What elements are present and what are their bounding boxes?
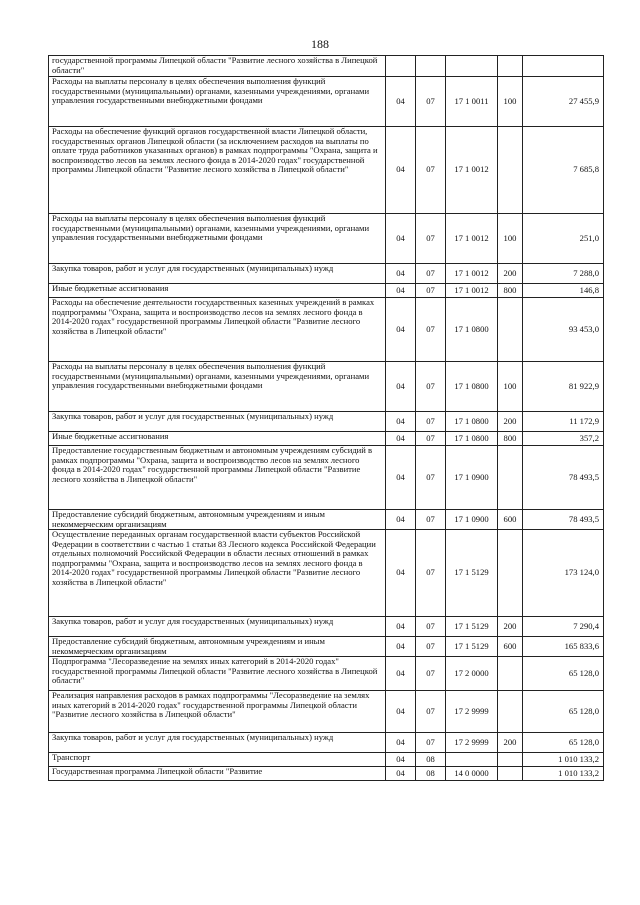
cell-subsection-code: 08	[416, 767, 446, 781]
table-row	[49, 733, 604, 753]
cell-target-article: 17 2 9999	[446, 733, 498, 753]
cell-subsection-code: 07	[416, 617, 446, 637]
cell-item-name: Предоставление субсидий бюджетным, автономным учреждениям и иным некоммерческим организациям	[49, 510, 386, 530]
cell-target-article: 14 0 0000	[446, 767, 498, 781]
table-row	[49, 56, 604, 77]
table-row	[49, 432, 604, 446]
cell-item-name: Иные бюджетные ассигнования	[49, 432, 386, 446]
cell-subsection-code: 07	[416, 691, 446, 733]
cell-target-article: 17 1 5129	[446, 637, 498, 657]
cell-target-article: 17 1 0800	[446, 432, 498, 446]
cell-target-article: 17 1 0800	[446, 362, 498, 412]
cell-item-name: Реализация направления расходов в рамках подпрограммы "Лесоразведение на землях иных категорий в 2014-2020 годах" государственной программы Липецкой области "Развитие лесного хозяйства в Липецкой области"	[49, 691, 386, 733]
table-row	[49, 510, 604, 530]
cell-subsection-code: 07	[416, 214, 446, 264]
cell-subsection-code: 07	[416, 432, 446, 446]
cell-amount: 65 128,0	[523, 691, 604, 733]
cell-expense-type	[498, 657, 523, 691]
cell-expense-type: 600	[498, 510, 523, 530]
cell-target-article: 17 1 0012	[446, 127, 498, 214]
cell-amount: 1 010 133,2	[523, 753, 604, 767]
cell-section-code: 04	[386, 767, 416, 781]
cell-target-article: 17 1 0800	[446, 298, 498, 362]
cell-item-name: государственной программы Липецкой области "Развитие лесного хозяйства в Липецкой области"	[49, 56, 386, 77]
cell-subsection-code	[416, 56, 446, 77]
cell-section-code: 04	[386, 446, 416, 510]
cell-target-article	[446, 56, 498, 77]
cell-section-code: 04	[386, 637, 416, 657]
cell-subsection-code: 07	[416, 264, 446, 284]
cell-subsection-code: 07	[416, 657, 446, 691]
cell-amount: 81 922,9	[523, 362, 604, 412]
cell-amount: 65 128,0	[523, 657, 604, 691]
cell-expense-type: 200	[498, 412, 523, 432]
cell-item-name: Закупка товаров, работ и услуг для государственных (муниципальных) нужд	[49, 412, 386, 432]
cell-target-article: 17 1 0900	[446, 446, 498, 510]
cell-expense-type: 100	[498, 214, 523, 264]
table-row	[49, 77, 604, 127]
cell-amount: 1 010 133,2	[523, 767, 604, 781]
cell-subsection-code: 08	[416, 753, 446, 767]
page-number: 188	[311, 37, 329, 51]
cell-section-code: 04	[386, 733, 416, 753]
cell-target-article: 17 2 9999	[446, 691, 498, 733]
cell-target-article: 17 2 0000	[446, 657, 498, 691]
cell-amount: 165 833,6	[523, 637, 604, 657]
table-body	[49, 56, 604, 781]
cell-expense-type	[498, 691, 523, 733]
table-row	[49, 767, 604, 781]
cell-section-code: 04	[386, 362, 416, 412]
cell-amount: 78 493,5	[523, 510, 604, 530]
cell-amount	[523, 56, 604, 77]
cell-target-article: 17 1 0012	[446, 264, 498, 284]
cell-subsection-code: 07	[416, 733, 446, 753]
cell-target-article	[446, 753, 498, 767]
cell-item-name: Закупка товаров, работ и услуг для государственных (муниципальных) нужд	[49, 733, 386, 753]
cell-section-code: 04	[386, 432, 416, 446]
cell-item-name: Расходы на выплаты персоналу в целях обеспечения выполнения функций государственными (муниципальными) органами, казенными учреждениями, органами управления государственными внебюджетными фондами	[49, 214, 386, 264]
cell-subsection-code: 07	[416, 284, 446, 298]
cell-item-name: Расходы на выплаты персоналу в целях обеспечения выполнения функций государственными (муниципальными) органами, казенными учреждениями, органами управления государственными внебюджетными фондами	[49, 362, 386, 412]
cell-expense-type: 800	[498, 432, 523, 446]
cell-section-code: 04	[386, 510, 416, 530]
cell-item-name: Расходы на выплаты персоналу в целях обеспечения выполнения функций государственными (муниципальными) органами, казенными учреждениями, органами управления государственными внебюджетными фондами	[49, 77, 386, 127]
table-row	[49, 657, 604, 691]
cell-subsection-code: 07	[416, 446, 446, 510]
cell-expense-type	[498, 127, 523, 214]
cell-section-code: 04	[386, 657, 416, 691]
cell-amount: 78 493,5	[523, 446, 604, 510]
cell-amount: 7 288,0	[523, 264, 604, 284]
cell-item-name: Предоставление государственным бюджетным и автономным учреждениям субсидий в рамках подпрограммы "Охрана, защита и воспроизводство лесов на землях лесного фонда в 2014-2020 годах" государственной программы Липецкой области "Развитие лесного хозяйства в Липецкой области"	[49, 446, 386, 510]
cell-amount: 93 453,0	[523, 298, 604, 362]
cell-expense-type: 100	[498, 77, 523, 127]
cell-section-code: 04	[386, 412, 416, 432]
cell-section-code: 04	[386, 77, 416, 127]
cell-section-code: 04	[386, 530, 416, 617]
table-row	[49, 298, 604, 362]
cell-amount: 173 124,0	[523, 530, 604, 617]
cell-amount: 65 128,0	[523, 733, 604, 753]
cell-target-article: 17 1 5129	[446, 617, 498, 637]
cell-expense-type	[498, 767, 523, 781]
cell-expense-type: 200	[498, 264, 523, 284]
cell-amount: 146,8	[523, 284, 604, 298]
cell-target-article: 17 1 0012	[446, 214, 498, 264]
cell-target-article: 17 1 0900	[446, 510, 498, 530]
cell-target-article: 17 1 0012	[446, 284, 498, 298]
cell-expense-type: 800	[498, 284, 523, 298]
cell-subsection-code: 07	[416, 127, 446, 214]
cell-item-name: Осуществление переданных органам государственной власти субъектов Российской Федерации в соответствии с частью 1 статьи 83 Лесного кодекса Российской Федерации отдельных полномочий Российской Федерации в области лесных отношений в рамках подпрограммы "Охрана, защита и воспроизводство лесов на землях лесного фонда в 2014-2020 годах" государственной программы Липецкой области "Развитие лесного хозяйства в Липецкой области"	[49, 530, 386, 617]
cell-section-code: 04	[386, 617, 416, 637]
cell-section-code: 04	[386, 264, 416, 284]
cell-amount: 11 172,9	[523, 412, 604, 432]
cell-expense-type	[498, 446, 523, 510]
cell-expense-type: 200	[498, 617, 523, 637]
cell-subsection-code: 07	[416, 412, 446, 432]
cell-subsection-code: 07	[416, 362, 446, 412]
table-row	[49, 362, 604, 412]
cell-subsection-code: 07	[416, 510, 446, 530]
table-row	[49, 617, 604, 637]
budget-table	[48, 55, 604, 781]
cell-amount: 7 685,8	[523, 127, 604, 214]
cell-expense-type	[498, 56, 523, 77]
cell-section-code: 04	[386, 753, 416, 767]
cell-section-code: 04	[386, 214, 416, 264]
table-row	[49, 446, 604, 510]
cell-amount: 251,0	[523, 214, 604, 264]
cell-subsection-code: 07	[416, 77, 446, 127]
cell-section-code: 04	[386, 691, 416, 733]
cell-item-name: Подпрограмма "Лесоразведение на землях иных категорий в 2014-2020 годах" государственной программы Липецкой области "Развитие лесного хозяйства в Липецкой области"	[49, 657, 386, 691]
cell-item-name: Закупка товаров, работ и услуг для государственных (муниципальных) нужд	[49, 264, 386, 284]
cell-target-article: 17 1 0011	[446, 77, 498, 127]
cell-item-name: Иные бюджетные ассигнования	[49, 284, 386, 298]
cell-section-code: 04	[386, 298, 416, 362]
cell-amount: 7 290,4	[523, 617, 604, 637]
cell-expense-type	[498, 753, 523, 767]
cell-subsection-code: 07	[416, 530, 446, 617]
cell-amount: 27 455,9	[523, 77, 604, 127]
table-row	[49, 127, 604, 214]
cell-expense-type: 100	[498, 362, 523, 412]
table-row	[49, 214, 604, 264]
cell-section-code: 04	[386, 127, 416, 214]
cell-item-name: Расходы на обеспечение функций органов государственной власти Липецкой области, государственных органов Липецкой области (за исключением расходов на выплаты по оплате труда работников указанных органов) в рамках подпрограммы "Охрана, защита и воспроизводство лесов на землях лесного фонда в 2014-2020 годах" государственной программы Липецкой области "Развитие лесного хозяйства в Липецкой области"	[49, 127, 386, 214]
table-row	[49, 637, 604, 657]
cell-item-name: Предоставление субсидий бюджетным, автономным учреждениям и иным некоммерческим организациям	[49, 637, 386, 657]
table-row	[49, 264, 604, 284]
cell-subsection-code: 07	[416, 637, 446, 657]
cell-section-code: 04	[386, 284, 416, 298]
cell-expense-type: 600	[498, 637, 523, 657]
cell-target-article: 17 1 5129	[446, 530, 498, 617]
table-row	[49, 530, 604, 617]
cell-item-name: Закупка товаров, работ и услуг для государственных (муниципальных) нужд	[49, 617, 386, 637]
cell-expense-type	[498, 298, 523, 362]
table-row	[49, 284, 604, 298]
cell-target-article: 17 1 0800	[446, 412, 498, 432]
cell-subsection-code: 07	[416, 298, 446, 362]
cell-item-name: Транспорт	[49, 753, 386, 767]
cell-amount: 357,2	[523, 432, 604, 446]
table-row	[49, 412, 604, 432]
cell-section-code	[386, 56, 416, 77]
cell-item-name: Расходы на обеспечение деятельности государственных казенных учреждений в рамках подпрограммы "Охрана, защита и воспроизводство лесов на землях лесного фонда в 2014-2020 годах" государственной программы Липецкой области "Развитие лесного хозяйства в Липецкой области"	[49, 298, 386, 362]
table-row	[49, 691, 604, 733]
table-row	[49, 753, 604, 767]
cell-item-name: Государственная программа Липецкой области "Развитие	[49, 767, 386, 781]
cell-expense-type: 200	[498, 733, 523, 753]
cell-expense-type	[498, 530, 523, 617]
